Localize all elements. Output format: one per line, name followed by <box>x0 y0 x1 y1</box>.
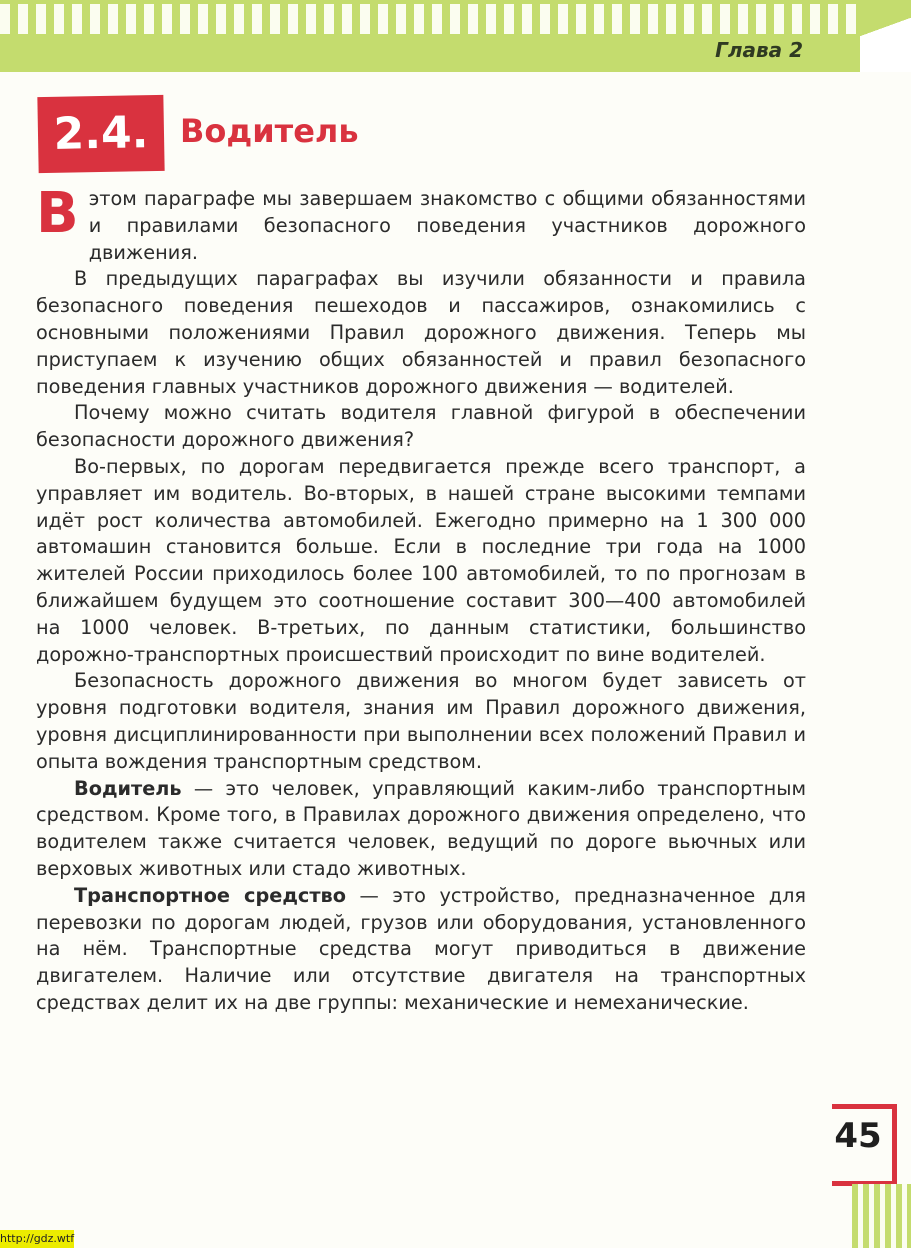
body-text <box>36 181 806 1017</box>
header-stripes <box>0 4 860 34</box>
paragraph-4: Во-первых, по дорогам передвигается прежде всего транспорт, а управляет им водитель. Во-вторых, в нашей стране высокими темпами идёт рост количества автомобилей. Ежегодно примерно на 1 300 000 автомашин становится больше. Если в последние три года на 1000 жителей России приходилось более 100 автомобилей, то по прогнозам в ближайшем будущем это соотношение составит 300—400 автомобилей на 1000 человек. В-третьих, по данным статистики, большинство дорожно-транспортных происшествий происходит по вине водителей. <box>36 454 806 666</box>
term-vehicle: Транспортное средство <box>74 883 346 907</box>
header-corner <box>860 0 911 72</box>
page-number: 45 <box>834 1116 882 1156</box>
paragraph-intro-text: этом параграфе мы завершаем знакомство с общими обязанностями и правилами безопасного поведения участников дорожного движения. <box>88 187 806 264</box>
paragraph-vehicle-definition <box>36 883 806 1017</box>
drop-cap: В <box>36 181 79 246</box>
driver-definition-text: — это человек, управляющий каким-либо транспортным средством. Кроме того, в Правилах дорожного движения определено, что водителем также считается человек, ведущий по дороге вьючных или верховых животных или стадо животных. <box>36 776 806 880</box>
vehicle-definition-text: — это устройство, предназначенное для перевозки по дорогам людей, грузов или оборудования, установленного на нём. Транспортные средства могут приводиться в движение двигателем. Наличие или отсутствие двигателя на транспортных средствах делит их на две группы: механические и немеханические. <box>36 883 806 1014</box>
paragraph-5: Безопасность дорожного движения во многом будет зависеть от уровня подготовки водителя, знания им Правил дорожного движения, уровня дисциплинированности при выполнении всех положений Правил и опыта вождения транспортным средством. <box>36 669 806 773</box>
paragraph-intro <box>36 181 806 266</box>
term-driver: Водитель <box>74 776 182 800</box>
paragraph-driver-definition <box>36 776 806 883</box>
paragraph-3: Почему можно считать водителя главной фигурой в обеспечении безопасности дорожного движения? <box>36 401 806 452</box>
section-number-badge: 2.4. <box>37 95 164 173</box>
watermark-link[interactable]: http://gdz.wtf <box>0 1230 74 1248</box>
section-title: Водитель <box>180 112 359 150</box>
chapter-label: Глава 2 <box>715 38 803 62</box>
bottom-stripes <box>852 1184 911 1248</box>
paragraph-2: В предыдущих параграфах вы изучили обязанности и правила безопасного поведения пешеходов и пассажиров, ознакомились с основными положениями Правил дорожного движения. Теперь мы приступаем к изучению общих обязанностей и правил безопасного поведения главных участников дорожного движения — водителей. <box>36 267 806 398</box>
